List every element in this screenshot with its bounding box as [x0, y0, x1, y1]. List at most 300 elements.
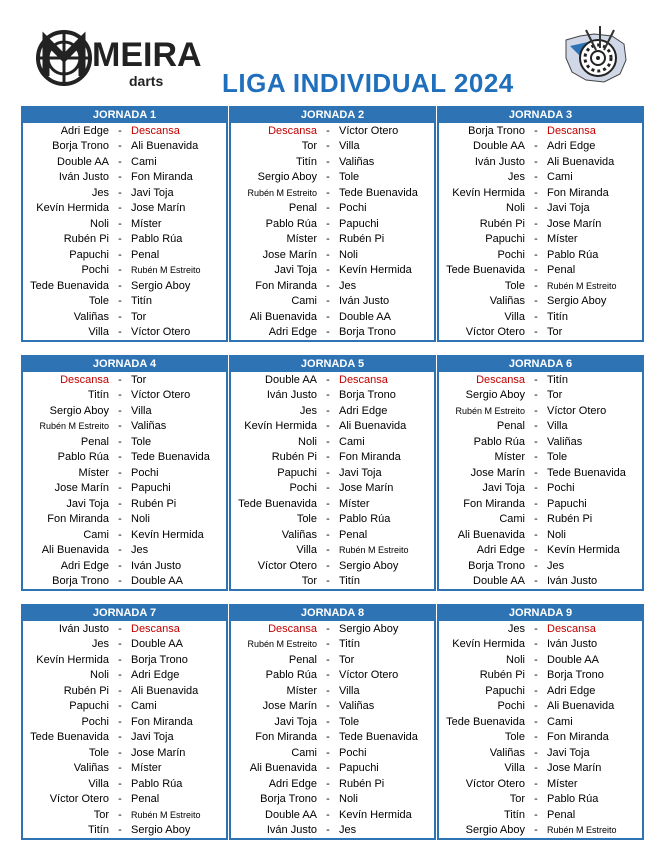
- away-player: Penal: [131, 793, 160, 806]
- away-player: Sergio Aboy: [131, 824, 191, 837]
- home-player: Pochi: [497, 248, 525, 261]
- vs-separator: -: [534, 746, 538, 759]
- away-player: Borja Trono: [131, 653, 188, 666]
- match-row: [439, 558, 642, 574]
- match-row: [23, 170, 226, 186]
- home-player: Sergio Aboy: [49, 404, 109, 417]
- vs-separator: -: [534, 140, 538, 153]
- match-row: [231, 714, 434, 730]
- away-player: Rubén Pi: [547, 513, 593, 526]
- home-player: Penal: [288, 653, 317, 666]
- away-player: Titín: [131, 295, 152, 308]
- away-player: Víctor Otero: [131, 389, 191, 402]
- away-player: Rubén M Estreito: [339, 545, 409, 556]
- match-row: [439, 434, 642, 450]
- home-player: Sergio Aboy: [465, 389, 525, 402]
- home-player: Míster: [494, 451, 525, 464]
- away-player: Titín: [339, 638, 360, 651]
- away-player: Descansa: [547, 124, 596, 137]
- vs-separator: -: [534, 808, 538, 821]
- vs-separator: -: [534, 653, 538, 666]
- match-row: [439, 325, 642, 341]
- match-row: [23, 201, 226, 217]
- match-row: [439, 776, 642, 792]
- home-player: Adri Edge: [60, 559, 109, 572]
- match-row: [23, 776, 226, 792]
- home-player: Tede Buenavida: [30, 279, 109, 292]
- away-player: Tede Buenavida: [547, 466, 626, 479]
- jornada-header: JORNADA 1: [23, 108, 226, 123]
- away-player: Pablo Rúa: [547, 248, 599, 261]
- vs-separator: -: [326, 310, 330, 323]
- away-player: Adri Edge: [131, 669, 180, 682]
- vs-separator: -: [118, 186, 122, 199]
- away-player: Descansa: [547, 622, 596, 635]
- home-player: Rubén Pi: [479, 669, 525, 682]
- vs-separator: -: [534, 528, 538, 541]
- match-row: [439, 481, 642, 497]
- home-player: Double AA: [57, 155, 109, 168]
- match-row: [23, 699, 226, 715]
- away-player: Titín: [339, 575, 360, 588]
- home-player: Ali Buenavida: [457, 528, 525, 541]
- match-row: [231, 792, 434, 808]
- vs-separator: -: [326, 451, 330, 464]
- vs-separator: -: [326, 279, 330, 292]
- vs-separator: -: [534, 451, 538, 464]
- away-player: Borja Trono: [339, 389, 396, 402]
- vs-separator: -: [326, 124, 330, 137]
- match-row: [23, 450, 226, 466]
- vs-separator: -: [118, 731, 122, 744]
- jornada-header: JORNADA 5: [231, 357, 434, 372]
- home-player: Adri Edge: [60, 124, 109, 137]
- away-player: Penal: [547, 264, 576, 277]
- away-player: Kevín Hermida: [339, 264, 412, 277]
- home-player: Adri Edge: [476, 544, 525, 557]
- home-player: Tor: [301, 575, 317, 588]
- away-player: Villa: [339, 684, 360, 697]
- match-row: [439, 745, 642, 761]
- vs-separator: -: [326, 544, 330, 557]
- home-player: Double AA: [265, 373, 317, 386]
- away-player: Ali Buenavida: [547, 155, 615, 168]
- vs-separator: -: [534, 279, 538, 292]
- match-row: [23, 123, 226, 139]
- away-player: Cami: [131, 155, 157, 168]
- match-row: [231, 185, 434, 201]
- vs-separator: -: [534, 793, 538, 806]
- home-player: Rubén Pi: [271, 451, 317, 464]
- match-row: [231, 558, 434, 574]
- vs-separator: -: [118, 715, 122, 728]
- home-player: Rubén Pi: [63, 233, 109, 246]
- vs-separator: -: [118, 233, 122, 246]
- home-player: Penal: [288, 202, 317, 215]
- match-row: [23, 434, 226, 450]
- home-player: Jose Marín: [470, 466, 525, 479]
- vs-separator: -: [326, 420, 330, 433]
- away-player: Javi Toja: [339, 466, 382, 479]
- away-player: Tede Buenavida: [339, 731, 418, 744]
- vs-separator: -: [326, 482, 330, 495]
- vs-separator: -: [534, 684, 538, 697]
- vs-separator: -: [534, 715, 538, 728]
- home-player: Tede Buenavida: [238, 497, 317, 510]
- away-player: Ali Buenavida: [547, 700, 615, 713]
- home-player: Tor: [93, 808, 109, 821]
- away-player: Jose Marín: [339, 482, 394, 495]
- home-player: Míster: [286, 233, 317, 246]
- vs-separator: -: [118, 140, 122, 153]
- home-player: Titín: [88, 824, 109, 837]
- match-row: [231, 309, 434, 325]
- vs-separator: -: [534, 326, 538, 339]
- match-row: [23, 325, 226, 341]
- away-player: Villa: [339, 140, 360, 153]
- home-player: Fon Miranda: [47, 513, 109, 526]
- home-player: Pochi: [289, 482, 317, 495]
- away-player: Papuchi: [339, 217, 379, 230]
- home-player: Pochi: [81, 264, 109, 277]
- home-player: Javi Toja: [482, 482, 525, 495]
- match-row: [231, 170, 434, 186]
- away-player: Tor: [339, 653, 355, 666]
- match-row: [439, 201, 642, 217]
- away-player: Míster: [339, 497, 370, 510]
- away-player: Valiñas: [131, 420, 167, 433]
- away-player: Ali Buenavida: [131, 684, 199, 697]
- away-player: Pablo Rúa: [131, 777, 183, 790]
- vs-separator: -: [118, 248, 122, 261]
- match-row: [23, 294, 226, 310]
- away-player: Penal: [131, 248, 160, 261]
- home-player: Penal: [496, 420, 525, 433]
- away-player: Kevín Hermida: [131, 528, 204, 541]
- vs-separator: -: [118, 669, 122, 682]
- vs-separator: -: [118, 653, 122, 666]
- home-player: Papuchi: [485, 684, 525, 697]
- match-row: [23, 247, 226, 263]
- match-row: [23, 403, 226, 419]
- home-player: Pochi: [81, 715, 109, 728]
- match-row: [439, 154, 642, 170]
- match-row: [23, 419, 226, 435]
- match-row: [23, 730, 226, 746]
- vs-separator: -: [118, 420, 122, 433]
- vs-separator: -: [326, 217, 330, 230]
- vs-separator: -: [326, 575, 330, 588]
- home-player: Kevín Hermida: [36, 653, 109, 666]
- home-player: Tor: [301, 140, 317, 153]
- match-row: [23, 216, 226, 232]
- away-player: Tor: [131, 373, 147, 386]
- vs-separator: -: [534, 233, 538, 246]
- away-player: Titín: [547, 310, 568, 323]
- home-player: Descansa: [268, 124, 317, 137]
- match-row: [439, 807, 642, 823]
- home-player: Villa: [504, 310, 525, 323]
- away-player: Cami: [547, 715, 573, 728]
- match-row: [231, 139, 434, 155]
- away-player: Jes: [547, 559, 565, 572]
- vs-separator: -: [118, 155, 122, 168]
- home-player: Tede Buenavida: [446, 264, 525, 277]
- vs-separator: -: [326, 793, 330, 806]
- home-player: Adri Edge: [268, 326, 317, 339]
- jornada-panel: [229, 106, 436, 342]
- home-player: Jose Marín: [262, 700, 317, 713]
- home-player: Tole: [504, 731, 525, 744]
- away-player: Míster: [131, 217, 162, 230]
- vs-separator: -: [534, 544, 538, 557]
- jornada-panel: [21, 604, 228, 840]
- vs-separator: -: [534, 248, 538, 261]
- jornada-panel: [437, 106, 644, 342]
- home-player: Jes: [91, 186, 109, 199]
- away-player: Sergio Aboy: [131, 279, 191, 292]
- home-player: Rubén M Estreito: [455, 405, 525, 416]
- home-player: Villa: [296, 544, 317, 557]
- home-player: Cami: [291, 746, 317, 759]
- away-player: Penal: [547, 808, 576, 821]
- match-row: [231, 465, 434, 481]
- home-player: Borja Trono: [260, 793, 317, 806]
- home-player: Pablo Rúa: [265, 669, 317, 682]
- match-row: [23, 683, 226, 699]
- vs-separator: -: [118, 171, 122, 184]
- home-player: Pablo Rúa: [473, 435, 525, 448]
- home-player: Borja Trono: [52, 140, 109, 153]
- home-player: Jes: [91, 638, 109, 651]
- home-player: Villa: [88, 777, 109, 790]
- match-row: [231, 730, 434, 746]
- jornada-panel: [21, 355, 228, 591]
- away-player: Tor: [547, 326, 563, 339]
- match-row: [439, 637, 642, 653]
- vs-separator: -: [118, 544, 122, 557]
- away-player: Rubén Pi: [339, 777, 385, 790]
- match-row: [231, 450, 434, 466]
- match-row: [439, 170, 642, 186]
- vs-separator: -: [534, 124, 538, 137]
- vs-separator: -: [118, 264, 122, 277]
- away-player: Javi Toja: [131, 186, 174, 199]
- home-player: Papuchi: [277, 466, 317, 479]
- match-row: [231, 232, 434, 248]
- match-row: [23, 185, 226, 201]
- away-player: Fon Miranda: [131, 171, 193, 184]
- away-player: Míster: [547, 777, 578, 790]
- match-row: [23, 745, 226, 761]
- home-player: Papuchi: [69, 248, 109, 261]
- home-player: Villa: [504, 762, 525, 775]
- home-player: Iván Justo: [58, 622, 109, 635]
- vs-separator: -: [534, 575, 538, 588]
- match-row: [231, 776, 434, 792]
- match-row: [439, 372, 642, 388]
- away-player: Fon Miranda: [547, 731, 609, 744]
- vs-separator: -: [118, 824, 122, 837]
- match-row: [231, 263, 434, 279]
- vs-separator: -: [534, 700, 538, 713]
- vs-separator: -: [326, 638, 330, 651]
- vs-separator: -: [118, 528, 122, 541]
- match-row: [23, 543, 226, 559]
- home-player: Pablo Rúa: [265, 217, 317, 230]
- home-player: Víctor Otero: [465, 777, 525, 790]
- vs-separator: -: [326, 248, 330, 261]
- home-player: Ali Buenavida: [41, 544, 109, 557]
- home-player: Double AA: [473, 575, 525, 588]
- match-row: [23, 761, 226, 777]
- match-row: [439, 247, 642, 263]
- home-player: Víctor Otero: [49, 793, 109, 806]
- vs-separator: -: [118, 700, 122, 713]
- home-player: Tor: [509, 793, 525, 806]
- match-row: [23, 263, 226, 279]
- home-player: Tede Buenavida: [30, 731, 109, 744]
- away-player: Noli: [339, 793, 358, 806]
- match-row: [231, 683, 434, 699]
- match-row: [439, 652, 642, 668]
- away-player: Borja Trono: [339, 326, 396, 339]
- match-row: [439, 621, 642, 637]
- match-row: [23, 637, 226, 653]
- match-row: [23, 465, 226, 481]
- home-player: Rubén M Estreito: [39, 421, 109, 432]
- home-player: Sergio Aboy: [465, 824, 525, 837]
- match-row: [439, 683, 642, 699]
- vs-separator: -: [326, 700, 330, 713]
- vs-separator: -: [326, 622, 330, 635]
- match-row: [231, 123, 434, 139]
- vs-separator: -: [534, 171, 538, 184]
- home-player: Valiñas: [281, 528, 317, 541]
- jornada-panel: [437, 604, 644, 840]
- vs-separator: -: [326, 202, 330, 215]
- jornada-panel: [229, 604, 436, 840]
- home-player: Jose Marín: [262, 248, 317, 261]
- vs-separator: -: [118, 746, 122, 759]
- match-row: [231, 543, 434, 559]
- home-player: Rubén Pi: [479, 217, 525, 230]
- vs-separator: -: [534, 435, 538, 448]
- vs-separator: -: [326, 528, 330, 541]
- vs-separator: -: [326, 326, 330, 339]
- away-player: Fon Miranda: [131, 715, 193, 728]
- away-player: Papuchi: [547, 497, 587, 510]
- away-player: Rubén M Estreito: [547, 825, 617, 836]
- away-player: Double AA: [339, 310, 391, 323]
- match-row: [231, 496, 434, 512]
- logo-subtitle: darts: [129, 73, 164, 89]
- away-player: Iván Justo: [131, 559, 182, 572]
- match-row: [23, 792, 226, 808]
- match-row: [439, 419, 642, 435]
- vs-separator: -: [118, 389, 122, 402]
- match-row: [439, 465, 642, 481]
- match-row: [23, 621, 226, 637]
- home-player: Fon Miranda: [463, 497, 525, 510]
- match-row: [439, 216, 642, 232]
- away-player: Noli: [339, 248, 358, 261]
- home-player: Noli: [506, 202, 525, 215]
- vs-separator: -: [118, 684, 122, 697]
- home-player: Kevín Hermida: [244, 420, 317, 433]
- match-row: [231, 403, 434, 419]
- match-row: [439, 278, 642, 294]
- away-player: Rubén M Estreito: [547, 280, 617, 291]
- vs-separator: -: [326, 762, 330, 775]
- home-player: Valiñas: [73, 762, 109, 775]
- vs-separator: -: [534, 373, 538, 386]
- home-player: Víctor Otero: [257, 559, 317, 572]
- match-row: [439, 730, 642, 746]
- home-player: Noli: [90, 217, 109, 230]
- vs-separator: -: [118, 373, 122, 386]
- vs-separator: -: [326, 466, 330, 479]
- away-player: Jes: [339, 279, 357, 292]
- vs-separator: -: [534, 513, 538, 526]
- jornada-header: JORNADA 8: [231, 606, 434, 621]
- away-player: Jes: [131, 544, 149, 557]
- match-row: [439, 294, 642, 310]
- away-player: Noli: [547, 528, 566, 541]
- match-row: [231, 527, 434, 543]
- home-player: Kevín Hermida: [452, 638, 525, 651]
- away-player: Double AA: [131, 638, 183, 651]
- away-player: Villa: [131, 404, 152, 417]
- jornada-panel: [21, 106, 228, 342]
- match-row: [439, 185, 642, 201]
- vs-separator: -: [118, 279, 122, 292]
- jornada-header: JORNADA 4: [23, 357, 226, 372]
- home-player: Villa: [88, 326, 109, 339]
- home-player: Iván Justo: [58, 171, 109, 184]
- vs-separator: -: [326, 295, 330, 308]
- home-player: Tole: [504, 279, 525, 292]
- away-player: Jes: [339, 824, 357, 837]
- match-row: [23, 232, 226, 248]
- vs-separator: -: [326, 404, 330, 417]
- away-player: Rubén M Estreito: [131, 265, 201, 276]
- away-player: Pablo Rúa: [339, 513, 391, 526]
- away-player: Tole: [339, 715, 360, 728]
- match-row: [23, 154, 226, 170]
- away-player: Tole: [339, 171, 360, 184]
- match-row: [231, 434, 434, 450]
- vs-separator: -: [534, 559, 538, 572]
- away-player: Tor: [547, 389, 563, 402]
- match-row: [231, 294, 434, 310]
- vs-separator: -: [534, 217, 538, 230]
- vs-separator: -: [326, 186, 330, 199]
- away-player: Double AA: [131, 575, 183, 588]
- away-player: Míster: [547, 233, 578, 246]
- vs-separator: -: [534, 762, 538, 775]
- match-row: [231, 419, 434, 435]
- vs-separator: -: [118, 762, 122, 775]
- home-player: Kevín Hermida: [452, 186, 525, 199]
- home-player: Víctor Otero: [465, 326, 525, 339]
- match-row: [231, 652, 434, 668]
- match-row: [23, 558, 226, 574]
- vs-separator: -: [118, 575, 122, 588]
- meira-darts-logo: [34, 28, 202, 90]
- away-player: Míster: [131, 762, 162, 775]
- vs-separator: -: [118, 124, 122, 137]
